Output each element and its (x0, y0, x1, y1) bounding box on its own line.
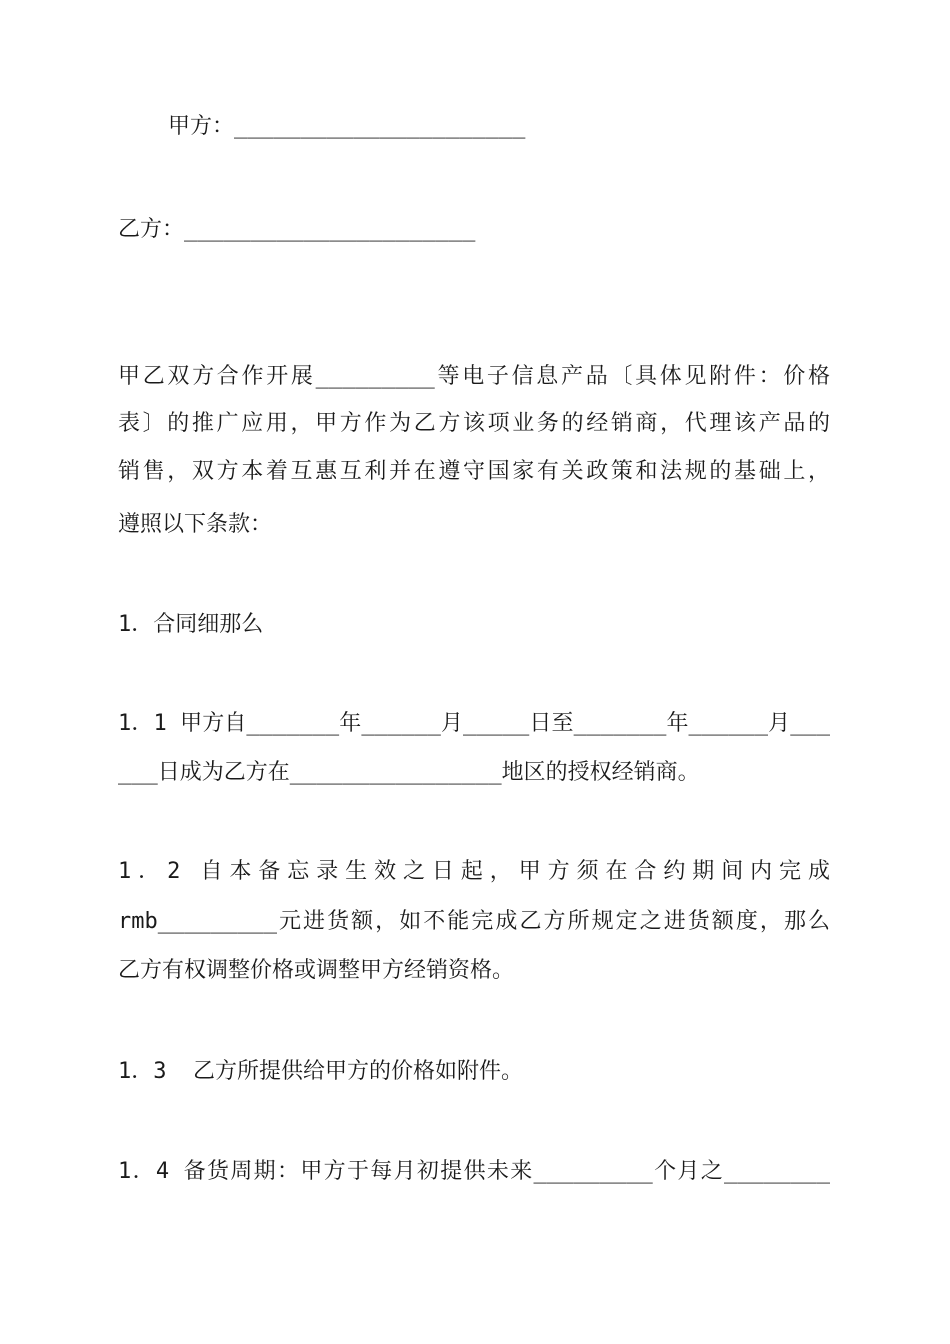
clause-1-2-line-2: rmb_________元进货额，如不能完成乙方所规定之进货额度，那么 (118, 909, 830, 934)
clause-1-4: 1．4 备货周期：甲方于每月初提供未来_________个月之________ (118, 1159, 830, 1184)
section-1-title: 1．合同细那么 (118, 612, 264, 637)
clause-1-3: 1．3 乙方所提供给甲方的价格如附件。 (118, 1059, 523, 1084)
intro-line-2: 表〕的推广应用，甲方作为乙方该项业务的经销商，代理该产品的 (118, 411, 830, 436)
clause-1-1-line-2: ___日成为乙方在________________地区的授权经销商。 (118, 760, 700, 785)
clause-1-1-line-1: 1．1 甲方自_______年______月_____日至_______年______月___ (118, 711, 830, 736)
intro-line-1: 甲乙双方合作开展_________等电子信息产品〔具体见附件：价格 (118, 364, 830, 389)
party-b-line: 乙方：______________________ (118, 217, 476, 242)
party-a-line: 甲方：______________________ (168, 114, 526, 139)
intro-line-4: 遵照以下条款： (118, 512, 273, 537)
clause-1-2-line-3: 乙方有权调整价格或调整甲方经销资格。 (118, 958, 515, 983)
intro-line-3: 销售，双方本着互惠互利并在遵守国家有关政策和法规的基础上， (118, 459, 830, 484)
clause-1-2-line-1: 1．2 自本备忘录生效之日起，甲方须在合约期间内完成 (118, 859, 830, 884)
